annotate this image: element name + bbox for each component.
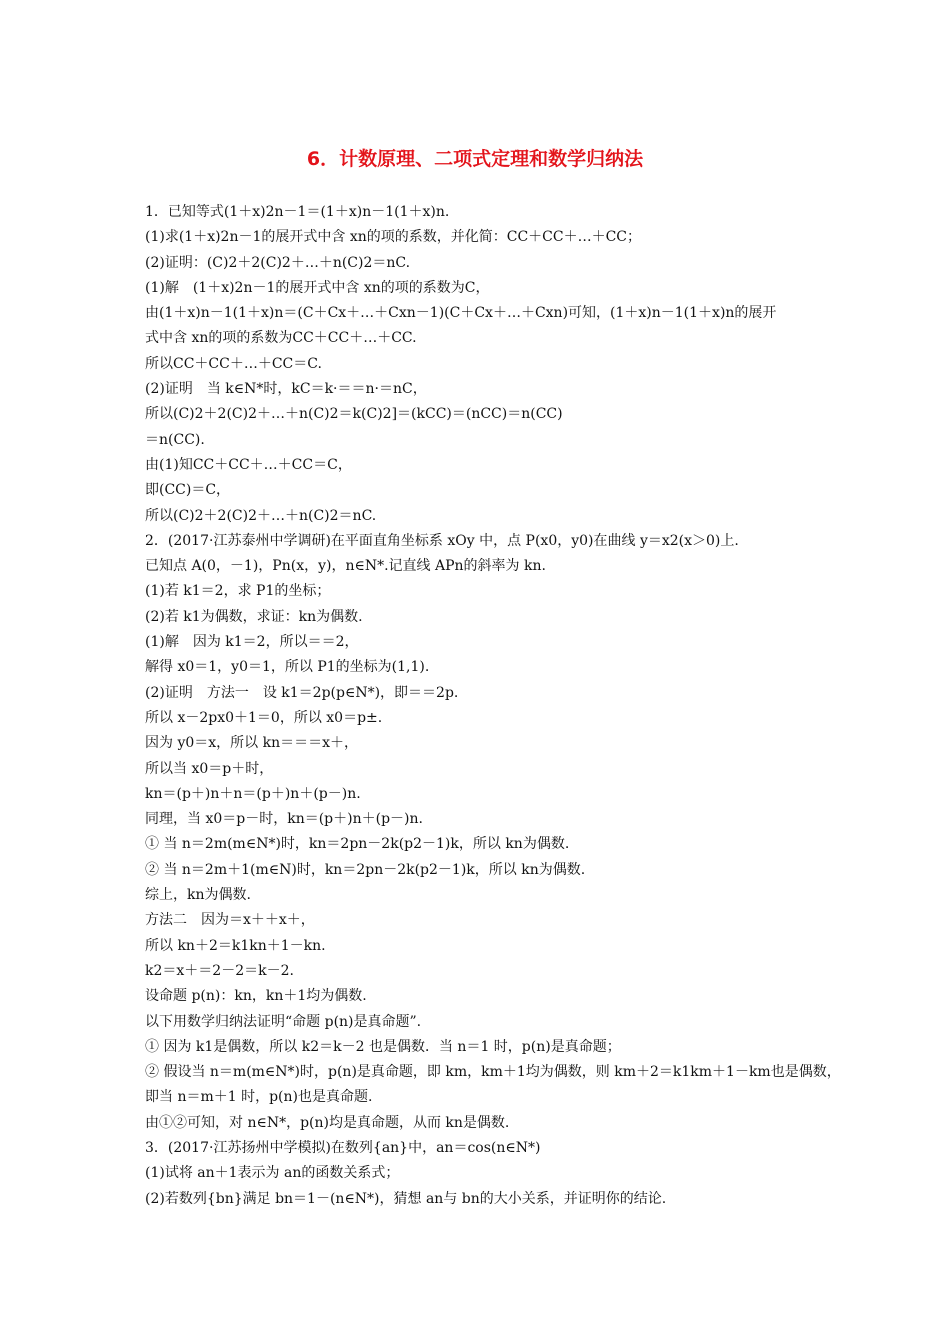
text-line: 已知点 A(0，－1)，Pn(x，y)，n∈N*.记直线 APn的斜率为 kn.: [145, 558, 546, 575]
text-line: ② 假设当 n＝m(m∈N*)时，p(n)是真命题，即 km，km＋1均为偶数，则 km＋2＝k1km＋1－km也是偶数，: [145, 1064, 841, 1081]
text-line: 所以(C)2＋2(C)2＋…＋n(C)2＝k(C)2]＝(kCC)＝(nCC)＝n(CC): [145, 406, 563, 423]
text-line: 以下用数学归纳法证明“命题 p(n)是真命题”.: [145, 1013, 422, 1030]
text-line: 由①②可知，对 n∈N*，p(n)均是真命题，从而 kn是偶数.: [145, 1114, 510, 1131]
text-line: 由(1)知CC＋CC＋…＋CC＝C，: [145, 456, 352, 473]
text-line: (2)证明 方法一 设 k1＝2p(p∈N*)，即＝＝2p.: [145, 684, 459, 701]
text-line: 2．(2017·江苏泰州中学调研)在平面直角坐标系 xOy 中，点 P(x0，y0)在曲线 y＝x2(x＞0)上.: [145, 532, 739, 549]
text-line: k2＝x＋＝2－2＝k－2.: [145, 962, 294, 979]
text-line: ① 因为 k1是偶数，所以 k2＝k－2 也是偶数．当 n＝1 时，p(n)是真命题；: [145, 1038, 621, 1055]
text-line: (1)解 因为 k1＝2，所以＝＝2，: [145, 634, 359, 651]
text-line: (2)若 k1为偶数，求证：kn为偶数.: [145, 608, 363, 625]
text-line: 设命题 p(n)：kn，kn＋1均为偶数.: [145, 988, 367, 1005]
text-line: 所以 x－2px0＋1＝0，所以 x0＝p±.: [145, 709, 383, 726]
text-line: (1)若 k1＝2，求 P1的坐标；: [145, 583, 331, 600]
section-title: 6．计数原理、二项式定理和数学归纳法: [306, 148, 644, 170]
text-line: 所以 kn＋2＝k1kn＋1－kn.: [145, 937, 326, 954]
text-line: 同理，当 x0＝p－时，kn＝(p＋)n＋(p－)n.: [145, 811, 423, 828]
text-line: 方法二 因为＝x＋＋x＋，: [145, 912, 315, 929]
text-line: 所以(C)2＋2(C)2＋…＋n(C)2＝nC.: [145, 507, 377, 524]
text-line: 3．(2017·江苏扬州中学模拟)在数列{an}中，an＝cos(n∈N*): [145, 1139, 541, 1156]
text-line: ＝n(CC).: [145, 431, 205, 448]
text-line: 因为 y0＝x，所以 kn＝＝＝x＋，: [145, 735, 359, 752]
text-line: 1．已知等式(1＋x)2n－1＝(1＋x)n－1(1＋x)n.: [145, 204, 450, 220]
text-line: 式中含 xn的项的系数为CC＋CC＋…＋CC.: [145, 330, 417, 347]
text-line: ② 当 n＝2m＋1(m∈N)时，kn＝2pn－2k(p2－1)k，所以 kn为偶数.: [145, 861, 586, 878]
text-line: 即当 n＝m＋1 时，p(n)也是真命题.: [145, 1089, 373, 1106]
text-line: 由(1＋x)n－1(1＋x)n＝(C＋Cx＋…＋Cxn－1)(C＋Cx＋…＋Cxn)可知，(1＋x)n－1(1＋x)n的展开: [145, 305, 777, 322]
text-line: (1)求(1＋x)2n－1的展开式中含 xn的项的系数，并化简：CC＋CC＋…＋CC；: [145, 229, 642, 246]
text-line: (2)若数列{bn}满足 bn＝1－(n∈N*)，猜想 an与 bn的大小关系，并证明你的结论.: [145, 1190, 667, 1207]
text-line: (2)证明：(C)2＋2(C)2＋…＋n(C)2＝nC.: [145, 254, 411, 271]
text-line: (2)证明 当 k∈N*时，kC＝k·＝＝n·＝nC，: [145, 381, 427, 398]
text-line: 综上，kn为偶数.: [145, 887, 251, 904]
text-line: (1)试将 an＋1表示为 an的函数关系式；: [145, 1165, 400, 1182]
text-line: (1)解 (1＋x)2n－1的展开式中含 xn的项的系数为C，: [145, 279, 490, 296]
text-line: ① 当 n＝2m(m∈N*)时，kn＝2pn－2k(p2－1)k，所以 kn为偶数.: [145, 836, 570, 853]
text-line: 所以CC＋CC＋…＋CC＝C.: [145, 355, 322, 372]
text-line: 解得 x0＝1，y0＝1，所以 P1的坐标为(1,1).: [145, 659, 430, 676]
text-line: kn＝(p＋)n＋n＝(p＋)n＋(p－)n.: [145, 785, 361, 802]
text-line: 即(CC)＝C，: [145, 482, 231, 499]
document-body: [145, 200, 841, 1212]
text-line: 所以当 x0＝p＋时，: [145, 760, 274, 777]
